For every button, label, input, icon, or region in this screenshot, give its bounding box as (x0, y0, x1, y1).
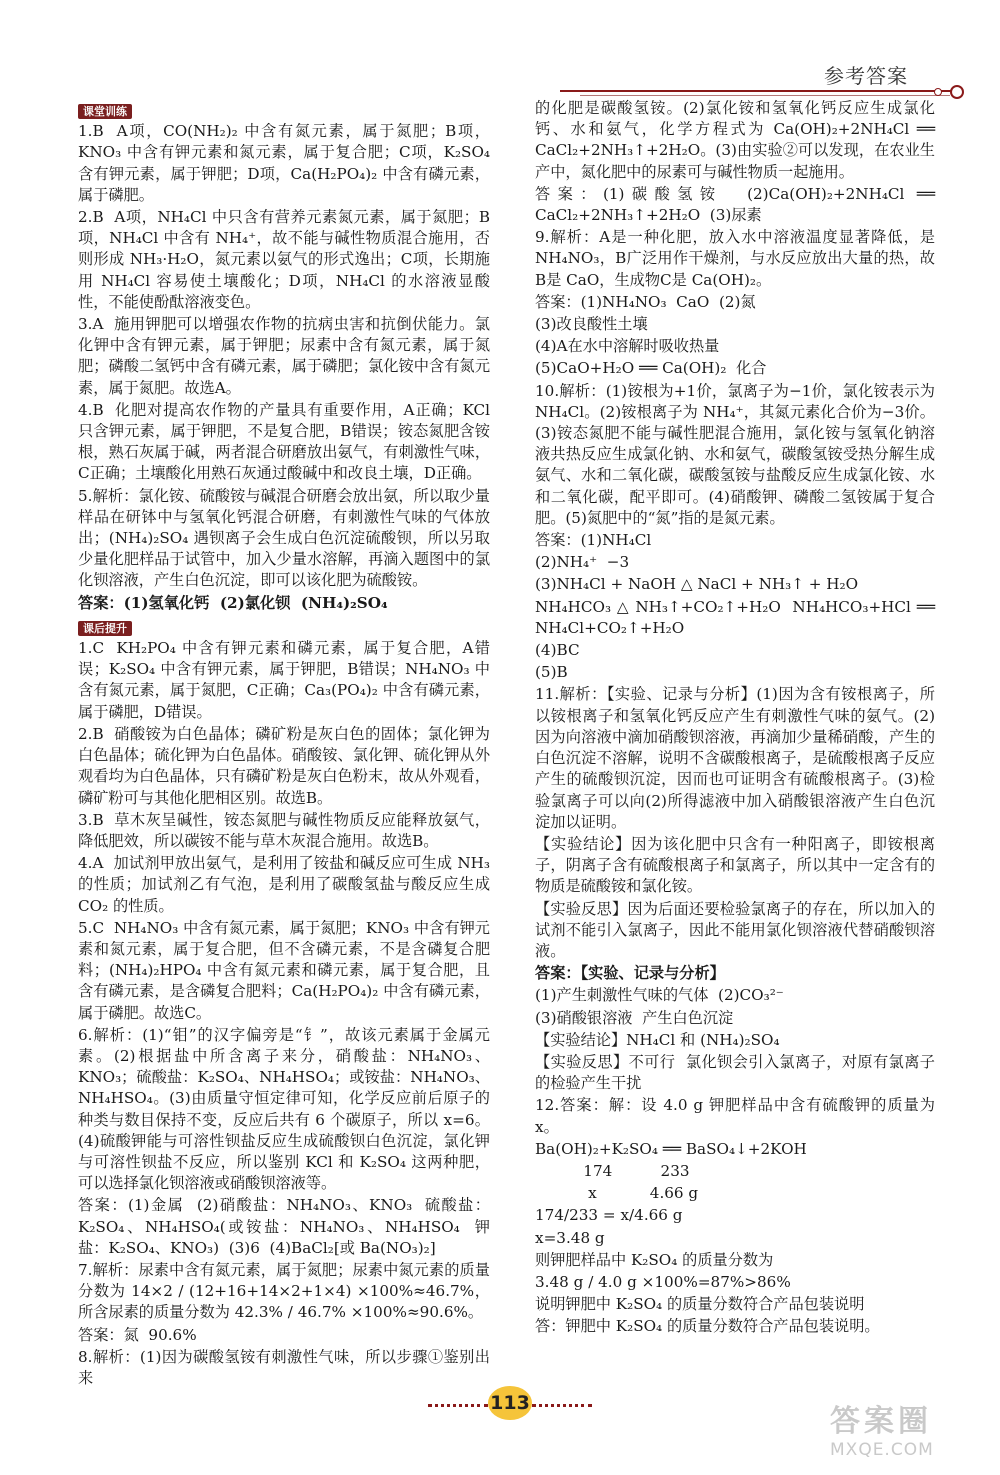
answer-key: 答案：(1)氢氧化钙 (2)氯化钡 (NH₄)₂SO₄ (78, 593, 388, 612)
page-number: 113 (488, 1386, 532, 1420)
answer-line: (3)硝酸银溶液 产生白色沉淀 (535, 1008, 734, 1027)
answer-item: 12.答案：解：设 4.0 g 钾肥样品中含有硫酸钾的质量为 x。 (535, 1096, 940, 1136)
equation-line: 174/233 = x/4.66 g (535, 1206, 683, 1225)
answer-item: 1.B A项，CO(NH₂)₂ 中含有氮元素，属于氮肥；B项，KNO₃ 中含有钾元素和氮元素，属于复合肥；C项，K₂SO₄ 含有钾元素，属于钾肥；D项，Ca(H₂PO₄)₂ 中含有磷元素，属于磷肥。 (78, 122, 495, 204)
answer-line: 说明钾肥中 K₂SO₄ 的质量分数符合产品包装说明 (535, 1295, 865, 1314)
answer-item: 10.解析：(1)铵根为+1价，氯离子为−1价，氯化铵表示为 NH₄Cl。(2)铵根离子为 NH₄⁺，其氮元素化合价为−3价。(3)铵态氮肥不能与碱性肥混合施用，氯化铵与氢氧化钠溶液共热反应生成氯化钠、水和氨气，碳酸氢铵受热分解生成氨气、水和二氧化碳，碳酸氢铵与盐酸反应生成氯化铵、水和二氧化碳，配平即可。(4)硝酸钾、磷酸二氢铵属于复合肥。(5)氮肥中的“氮”指的是氮元素。 (535, 381, 940, 527)
answer-line: (5)B (535, 663, 568, 682)
equation-line: 3.48 g / 4.0 g ×100%=87%>86% (535, 1272, 791, 1291)
answer-line: 则钾肥样品中 K₂SO₄ 的质量分数为 (535, 1250, 774, 1269)
answer-item: 9.解析：A是一种化肥，放入水中溶液温度显著降低，是 NH₄NO₃，B广泛用作干燥剂，与水反应放出大量的热，故B是 CaO，生成物C是 Ca(OH)₂。 (535, 228, 940, 289)
answer-key: 答案：(1)碳酸氢铵 (2)Ca(OH)₂+2NH₄Cl ══ CaCl₂+2NH₃↑+2H₂O (3)尿素 (535, 184, 940, 225)
footer-dots-right (532, 1404, 592, 1407)
answer-line: (2)NH₄⁺ −3 (535, 553, 630, 572)
answer-item: 7.解析：尿素中含有氮元素，属于氮肥；尿素中氮元素的质量分数为 14×2 / (12+16+14×2+1×4) ×100%≈46.7%，所含尿素的质量分数为 42.3% / 46.7% ×100%≈90.6%。 (78, 1260, 490, 1322)
equation-line: x=3.48 g (535, 1228, 605, 1247)
watermark-text: 答案圈 (830, 1404, 932, 1439)
answer-line: (4)A在水中溶解时吸收热量 (535, 337, 720, 356)
answer-line: 答：钾肥中 K₂SO₄ 的质量分数符合产品包装说明。 (535, 1317, 880, 1336)
right-column (535, 98, 940, 1339)
answer-key: 答案：(1)NH₄Cl (535, 531, 652, 550)
header-ornament (950, 85, 964, 99)
answer-item: 【实验结论】因为该化肥中只含有一种阳离子，即铵根离子，阴离子含有硫酸根离子和氯离子，所以其中一定含有的物质是硫酸铵和氯化铵。 (535, 834, 935, 896)
answer-item: 1.C KH₂PO₄ 中含有钾元素和磷元素，属于复合肥，A错误；K₂SO₄ 中含有钾元素，属于钾肥，B错误；NH₄NO₃ 中含有氮元素，属于氮肥，C正确；Ca₃(PO₄)₂ 中含有磷元素，属于磷肥，D错误。 (78, 639, 490, 721)
answer-item: 6.解析：(1)“钼”的汉字偏旁是“钅”，故该元素属于金属元素。(2)根据盐中所含离子来分，硝酸盐：NH₄NO₃、KNO₃；硫酸盐：K₂SO₄、NH₄HSO₄；或铵盐：NH₄NO₃、NH₄HSO₄。(3)由质量守恒定律可知，化学反应前后原子的种类与数目保持不变，反应后共有 6 个碳原子，所以 x=6。(4)硫酸钾能与可溶性钡盐反应生成硫酸钡白色沉淀，氯化钾与可溶性钡盐不反应，所以鉴别 KCl 和 K₂SO₄ 这两种肥，可以选择氯化钡溶液或硝酸钡溶液等。 (78, 1025, 490, 1193)
answer-item: 8.解析：(1)因为碳酸氢铵有刺激性气味，所以步骤①鉴别出来 (78, 1347, 490, 1387)
answer-item: 4.A 加试剂甲放出氨气，是利用了铵盐和碱反应可生成 NH₃ 的性质；加试剂乙有气泡，是利用了碳酸氢盐与酸反应生成 CO₂ 的性质。 (78, 854, 495, 915)
watermark-url: MXQE.COM (830, 1440, 934, 1460)
answer-item: 5.C NH₄NO₃ 中含有氮元素，属于氮肥；KNO₃ 中含有钾元素和氮元素，属于复合肥，但不含磷元素，不是含磷复合肥料；(NH₄)₂HPO₄ 中含有氮元素和磷元素，属于复合肥，且含有磷元素，是含磷复合肥料；Ca(H₂PO₄)₂ 中含有磷元素，属于磷肥。故选C。 (78, 918, 490, 1022)
equation-line: 174 233 (535, 1161, 690, 1180)
answer-line: (4)BC (535, 641, 580, 660)
answer-key: 答案：氮 90.6% (78, 1325, 197, 1344)
answer-item: 5.解析：氯化铵、硫酸铵与碱混合研磨会放出氨，所以取少量样品在研钵中与氢氧化钙混合研磨，有刺激性气味的气体放出；(NH₄)₂SO₄ 遇钡离子会生成白色沉淀硫酸钡，所以另取少量化肥样品于试管中，加入少量水溶解，再滴入题图中的氯化钡溶液，产生白色沉淀，即可以该化肥为硫酸铵。 (78, 486, 490, 590)
header-rule-thin (580, 95, 950, 96)
header-rule (560, 90, 960, 92)
answer-item: 11.解析：【实验、记录与分析】(1)因为含有铵根离子，所以铵根离子和氢氧化钙反应产生有刺激性气味的氨气。(2)因为向溶液中滴加硝酸钡溶液，再滴加少量稀硝酸，产生的白色沉淀不溶解，说明不含碳酸根离子，是硫酸根离子反应产生的硫酸钡沉淀，因而也可证明含有硫酸根离子。(3)检验氯离子可以向(2)所得滤液中加入硝酸银溶液产生白色沉淀加以证明。 (535, 685, 935, 831)
watermark-logo (830, 1405, 980, 1465)
header-title: 参考答案 (824, 64, 908, 88)
answer-item: 2.B A项，NH₄Cl 中只含有营养元素氮元素，属于氮肥；B项，NH₄Cl 中含有 NH₄⁺，故不能与碱性物质混合施用，否则形成 NH₃·H₂O，氮元素以氨气的形式逸出；C项，长期施用 NH₄Cl 容易使土壤酸化；D项，NH₄Cl 的水溶液显酸性，不能使酚酞溶液变色。 (78, 208, 490, 311)
answer-item: 4.B 化肥对提高农作物的产量具有重要作用，A正确；KCl 只含钾元素，属于钾肥，不是复合肥，B错误；铵态氮肥含铵根，熟石灰属于碱，两者混合研磨放出氨气，有刺激性气味，C正确；土壤酸化用熟石灰通过酸碱中和改良土壤，D正确。 (78, 400, 495, 483)
answer-item: 的化肥是碳酸氢铵。(2)氯化铵和氢氧化钙反应生成氯化钙、水和氨气，化学方程式为 Ca(OH)₂+2NH₄Cl ══ CaCl₂+2NH₃↑+2H₂O。(3)由实验②可以发现，在农业生产中，氮化肥中的尿素可与碱性物质一起施用。 (535, 99, 940, 181)
equation-line: x 4.66 g (535, 1184, 699, 1203)
answer-item: 【实验反思】因为后面还要检验氯离子的存在，所以加入的试剂不能引入氯离子，因此不能用氯化钡溶液代替硝酸钡溶液。 (535, 899, 935, 960)
footer-dots-left (428, 1404, 488, 1407)
header-ornament-small (934, 88, 942, 96)
answer-key: 答案：【实验、记录与分析】 (535, 964, 725, 983)
answer-item: 3.A 施用钾肥可以增强农作物的抗病虫害和抗倒伏能力。氯化钾中含有钾元素，属于钾肥；尿素中含有氮元素，属于氮肥；磷酸二氢钙中含有磷元素，属于磷肥；氯化铵中含有氮元素，属于氮肥。故选A。 (78, 315, 490, 397)
answer-line: 【实验结论】NH₄Cl 和 (NH₄)₂SO₄ (535, 1030, 780, 1049)
section-label-after-class: 课后提升 (78, 621, 132, 636)
section-label-classroom: 课堂训练 (78, 104, 132, 119)
equation-line: (3)NH₄Cl + NaOH △ NaCl + NH₃↑ + H₂O (535, 575, 859, 594)
answer-line: (3)改良酸性土壤 (535, 315, 648, 334)
left-column (78, 98, 495, 1390)
answer-key: 答案：(1)NH₄NO₃ CaO (2)氮 (535, 292, 756, 311)
answer-line: 【实验反思】不可行 氯化钡会引入氯离子，对原有氯离子的检验产生干扰 (535, 1052, 935, 1093)
answer-key: 答案：(1)金属 (2)硝酸盐：NH₄NO₃、KNO₃ 硫酸盐：K₂SO₄、NH₄HSO₄(或铵盐：NH₄NO₃、NH₄HSO₄ 钾盐：K₂SO₄、KNO₃) (3)6 (4)BaCl₂[或 Ba(NO₃)₂] (78, 1196, 490, 1257)
answer-line: (1)产生刺激性气味的气体 (2)CO₃²⁻ (535, 986, 784, 1005)
answer-line: (5)CaO+H₂O ══ Ca(OH)₂ 化合 (535, 359, 767, 378)
equation-line: NH₄HCO₃ △ NH₃↑+CO₂↑+H₂O NH₄HCO₃+HCl ══ NH₄Cl+CO₂↑+H₂O (535, 597, 940, 637)
answer-item: 2.B 硝酸铵为白色晶体；磷矿粉是灰白色的固体；氯化钾为白色晶体；硫化钾为白色晶体。硝酸铵、氯化钾、硫化钾从外观看均为白色晶体，只有磷矿粉是灰白色粉末，故从外观看，磷矿粉可与其他化肥相区别。故选B。 (78, 724, 490, 807)
answer-item: 3.B 草木灰呈碱性，铵态氮肥与碱性物质反应能释放氨气，降低肥效，所以碳铵不能与草木灰混合施用。故选B。 (78, 810, 490, 850)
equation-line: Ba(OH)₂+K₂SO₄ ══ BaSO₄↓+2KOH (535, 1139, 807, 1158)
